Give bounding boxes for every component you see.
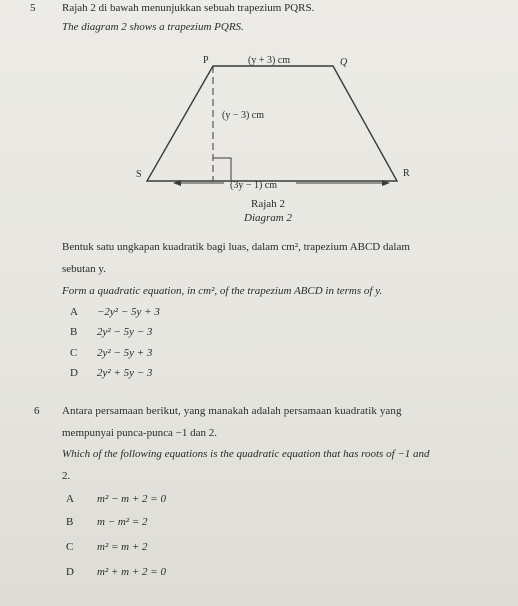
diagram-caption-malay: Rajah 2	[251, 198, 285, 210]
vertex-q-label: Q	[340, 57, 348, 68]
q5-option-b-letter: B	[70, 326, 78, 338]
q6-option-c-text: m² = m + 2	[97, 541, 148, 553]
top-side-label: (y + 3) cm	[248, 55, 291, 66]
question-5-english-text: The diagram 2 shows a trapezium PQRS.	[62, 21, 244, 33]
question-5-malay-text: Rajah 2 di bawah menunjukkan sebuah trapezium PQRS.	[62, 2, 315, 14]
q5-option-a-letter: A	[70, 306, 78, 318]
vertex-s-label: S	[136, 169, 142, 180]
q5-option-d-letter: D	[70, 367, 78, 379]
question-5-number: 5	[30, 2, 36, 14]
question-6-english-line1: Which of the following equations is the quadratic equation that has roots of −1 and	[62, 448, 430, 460]
q6-option-a-text: m² − m + 2 = 0	[97, 493, 166, 505]
q6-option-d-letter: D	[66, 566, 74, 578]
q6-option-b-text: m − m² = 2	[97, 516, 148, 528]
question-5-prompt-english: Form a quadratic equation, in cm², of the trapezium ABCD in terms of y.	[62, 285, 383, 297]
height-label: (y − 3) cm	[222, 110, 265, 121]
q6-option-d-text: m² + m + 2 = 0	[97, 566, 166, 578]
vertex-r-label: R	[403, 168, 410, 179]
diagram-caption-english: Diagram 2	[244, 212, 292, 224]
q5-option-c-letter: C	[70, 347, 78, 359]
q6-option-b-letter: B	[66, 516, 74, 528]
question-6-english-line2: 2.	[62, 470, 71, 482]
q5-option-c-text: 2y² − 5y + 3	[97, 347, 153, 359]
q6-option-a-letter: A	[66, 493, 74, 505]
question-6-number: 6	[34, 405, 40, 417]
q6-option-c-letter: C	[66, 541, 74, 553]
question-5-prompt-malay-line1: Bentuk satu ungkapan kuadratik bagi luas, dalam cm², trapezium ABCD dalam	[62, 241, 410, 253]
right-angle-marker	[213, 158, 231, 181]
q5-option-b-text: 2y² − 5y − 3	[97, 326, 153, 338]
q5-option-d-text: 2y² + 5y − 3	[97, 367, 153, 379]
q5-option-a-text: −2y² − 5y + 3	[97, 306, 160, 318]
question-6-malay-line1: Antara persamaan berikut, yang manakah adalah persamaan kuadratik yang	[62, 405, 402, 417]
vertex-p-label: P	[203, 55, 209, 66]
bottom-side-label: (3y − 1) cm	[230, 180, 278, 191]
question-5-prompt-malay-line2: sebutan y.	[62, 263, 106, 275]
question-6-malay-line2: mempunyai punca-punca −1 dan 2.	[62, 427, 217, 439]
trapezium-shape	[147, 66, 397, 181]
trapezium-diagram	[0, 0, 518, 200]
